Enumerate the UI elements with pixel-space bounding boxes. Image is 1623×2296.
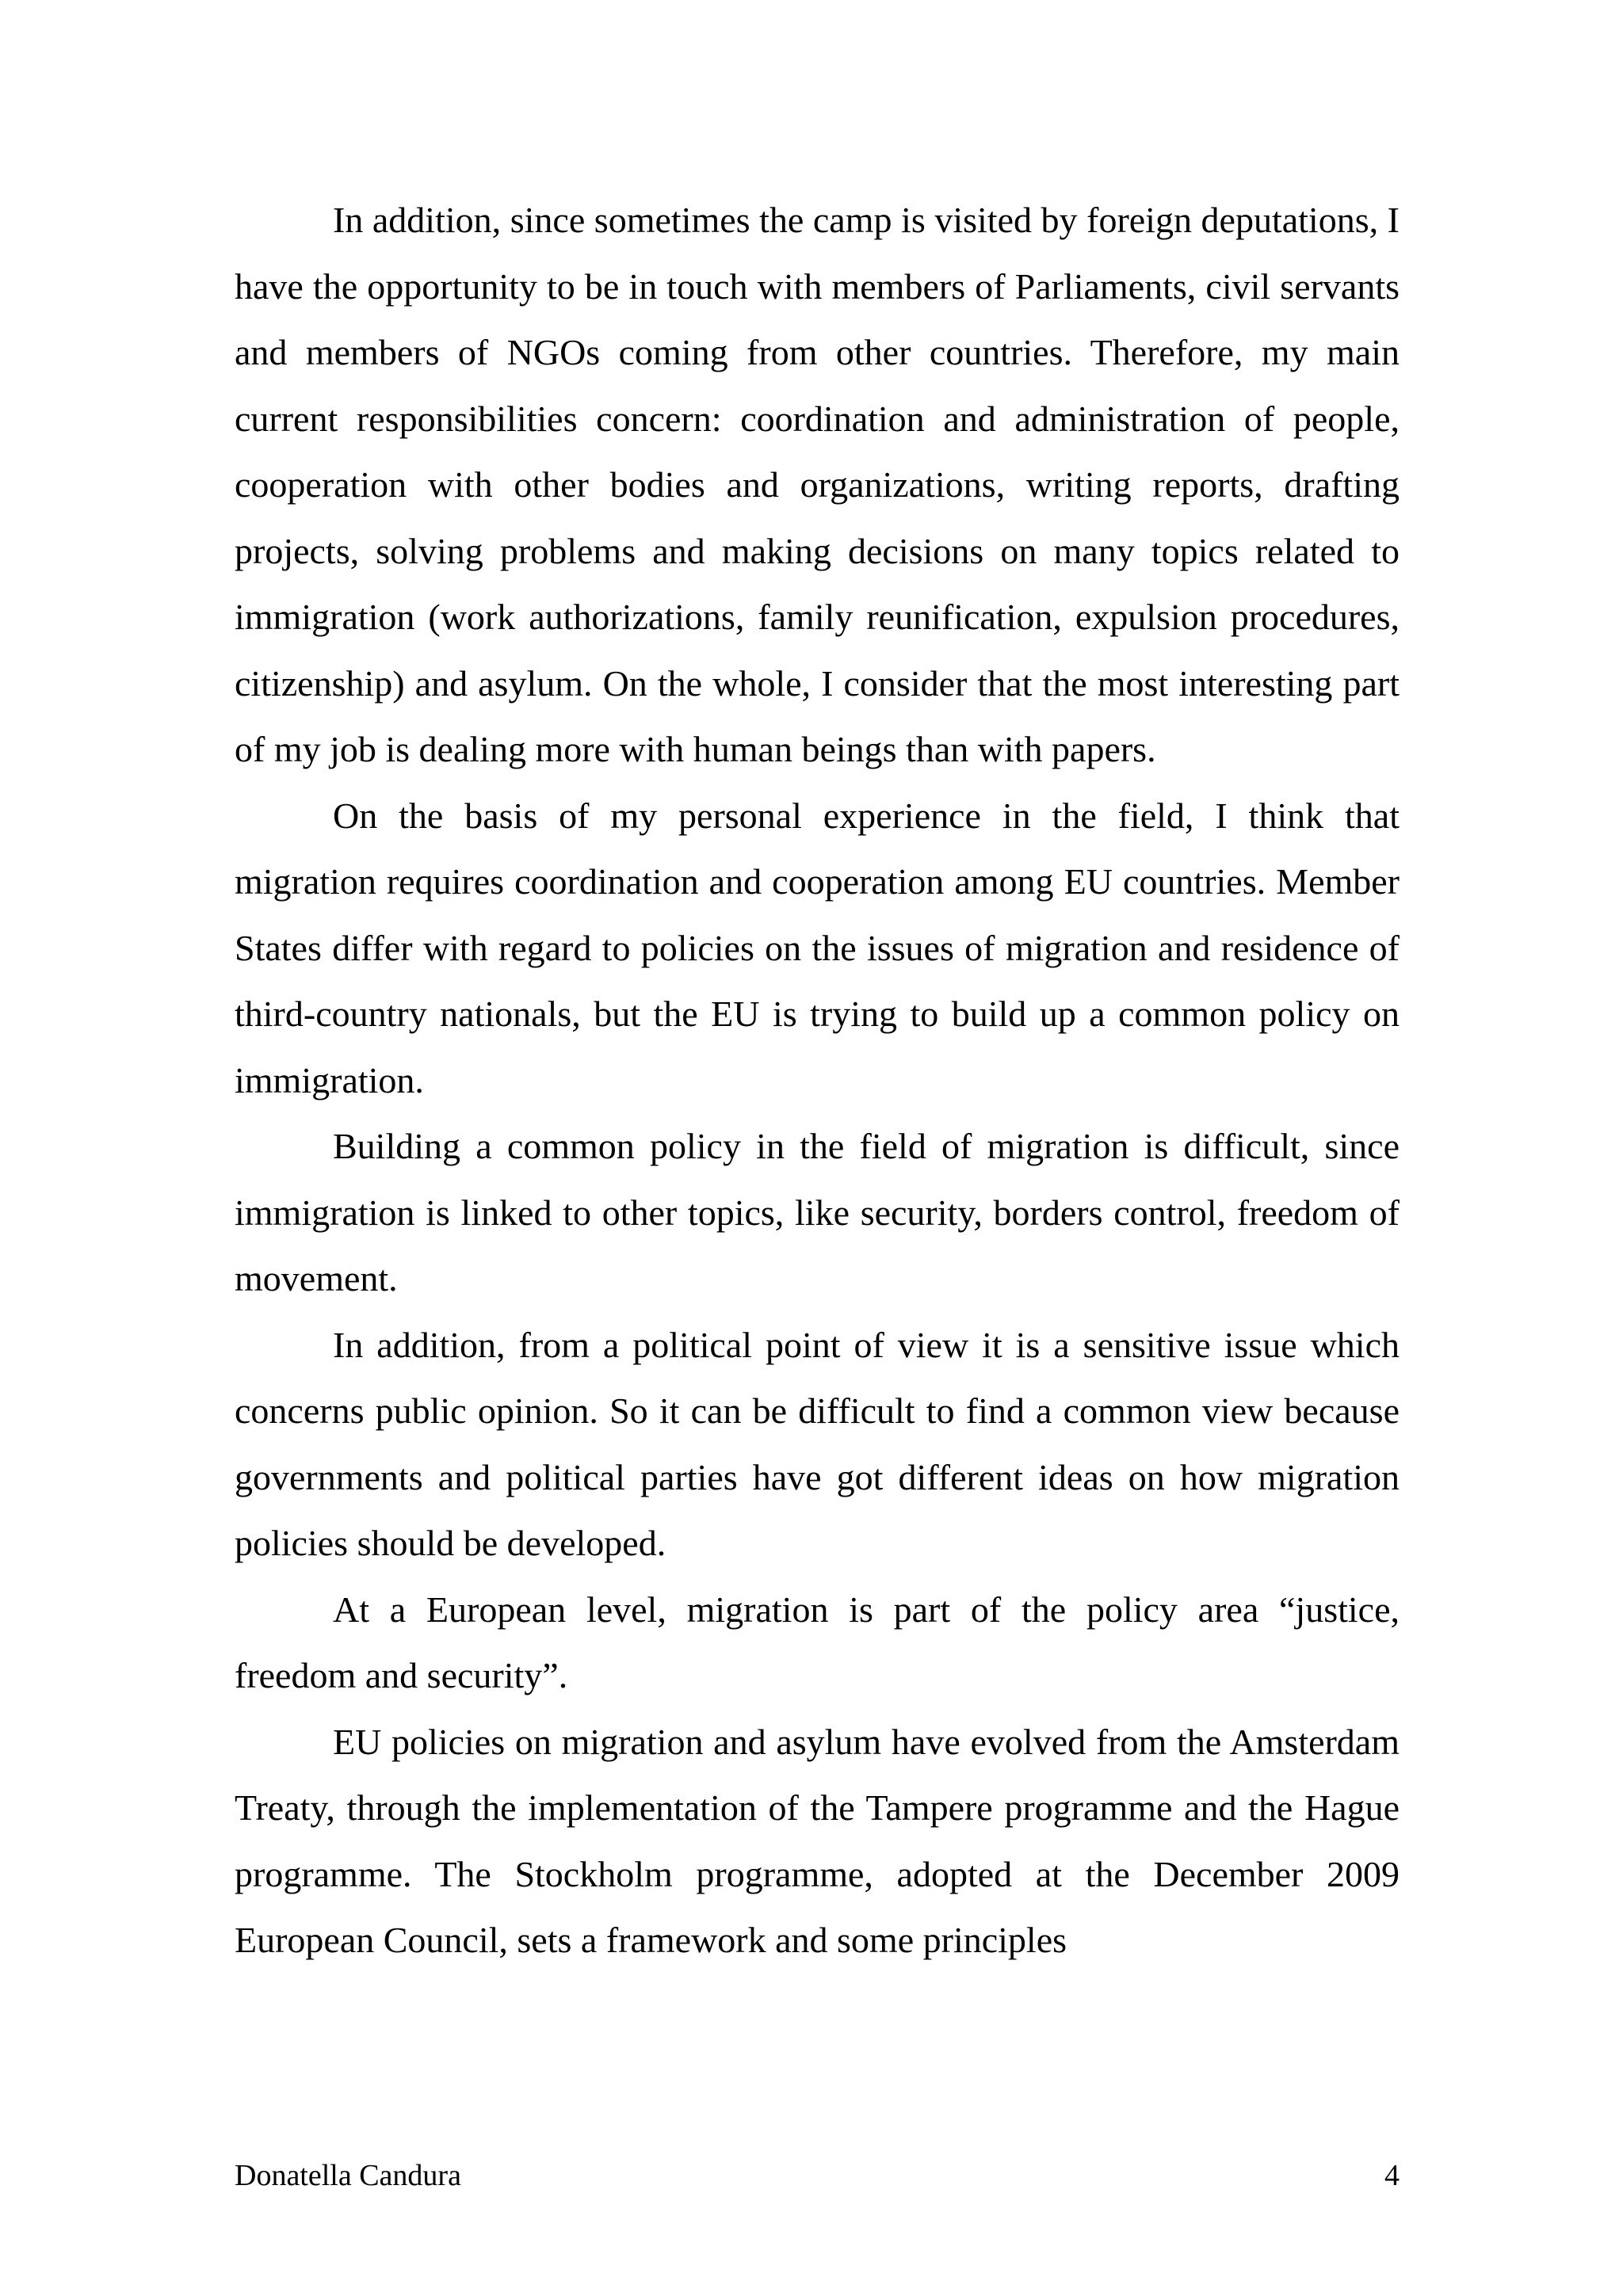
paragraph-responsibilities: In addition, since sometimes the camp is visited by foreign deputations, I have the opportunity to be in touch with members of Parliaments, civil servants and members of NGOs coming from other countries. Therefore, my main current responsibilities concern: coordination and administration of people, cooperation with other bodies and organizations, writing reports, drafting projects, solving problems and making decisions on many topics related to immigration (work authorizations, family reunification, expulsion procedures, citizenship) and asylum. On the whole, I consider that the most interesting part of my job is dealing more with human beings than with papers. — [235, 200, 1400, 769]
footer-author: Donatella Candura — [235, 2159, 461, 2192]
paragraph-european-level: At a European level, migration is part of the policy area “justice, freedom and security”. — [235, 1589, 1400, 1695]
paragraph-personal-experience: On the basis of my personal experience in the field, I think that migration requires coordination and cooperation among EU countries. Member States differ with regard to policies on the issues of migration and residence of third-country nationals, but the EU is trying to build up a common policy on immigration. — [235, 795, 1400, 1100]
page-footer — [235, 2157, 1400, 2195]
paragraph-eu-policies: EU policies on migration and asylum have evolved from the Amsterdam Treaty, through the implementation of the Tampere programme and the Hague programme. The Stockholm programme, adopted at the December 2009 European Council, sets a framework and some principles — [235, 1721, 1400, 1960]
page-number: 4 — [1384, 2159, 1400, 2192]
paragraph-political-view: In addition, from a political point of view it is a sensitive issue which concerns public opinion. So it can be difficult to find a common view because governments and political parties have got different ideas on how migration policies should be developed. — [235, 1324, 1400, 1563]
paragraph-common-policy: Building a common policy in the field of migration is difficult, since immigration is linked to other topics, like security, borders control, freedom of movement. — [235, 1126, 1400, 1299]
body-text — [235, 187, 1400, 1974]
